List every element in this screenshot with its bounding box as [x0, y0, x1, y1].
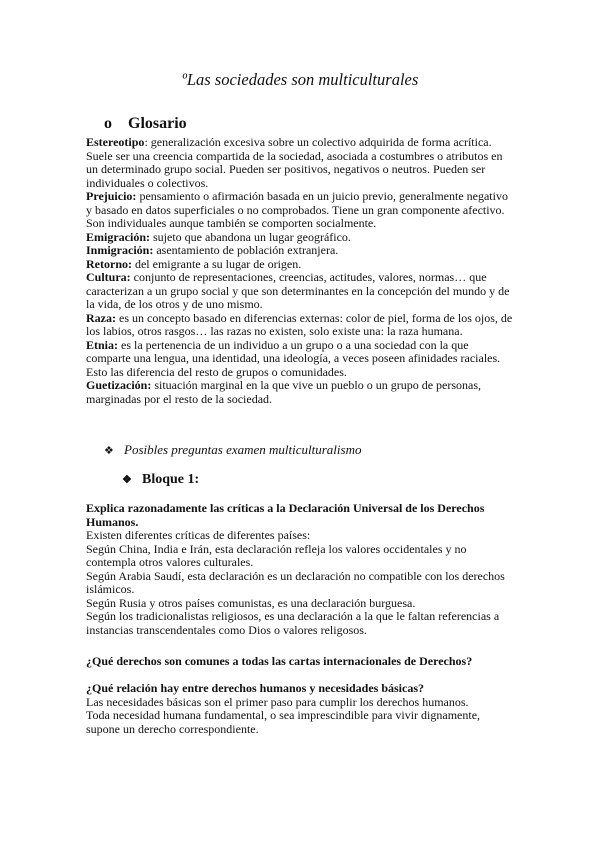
- glossary-term: Prejuicio:: [86, 189, 137, 203]
- glossary-term: Inmigración:: [86, 243, 154, 257]
- question-3: [86, 682, 516, 736]
- glossary-term: Raza:: [86, 310, 116, 325]
- glossary-term: Estereotipo: [86, 135, 145, 149]
- exam-questions-heading: [104, 442, 361, 458]
- glossary-entry: [86, 379, 516, 406]
- glossary-definition: situación marginal en la que vive un pueblo o un grupo de personas, marginadas por el resto de la sociedad.: [86, 378, 482, 406]
- glossary-term: Guetización:: [86, 378, 152, 392]
- glossary-definition: es la pertenencia de un individuo a un grupo o a una sociedad con la que comparte una lengua, una identidad, una ideología, a veces poseen afinidades raciales. Esto las diferencia del resto de grupos o comunidades.: [86, 337, 501, 379]
- question-3-text: ¿Qué relación hay entre derechos humanos y necesidades básicas?: [86, 681, 425, 695]
- glossary-definition: pensamiento o afirmación basada en un juicio previo, generalmente negativo y basado en datos superficiales o no comprobados. Tiene un gran componente afectivo. Son individuales aunque también se comporten socialmente.: [86, 189, 508, 230]
- glossary-entry: [86, 258, 516, 272]
- glossary-entry: [86, 136, 516, 190]
- answer-line: Las necesidades básicas son el primer paso para cumplir los derechos humanos.: [86, 694, 469, 709]
- glossary-definition: sujeto que abandona un lugar geográfico.: [153, 229, 351, 244]
- question-1-text: Explica razonadamente las críticas a la Declaración Universal de los Derechos Humanos.: [86, 501, 485, 529]
- question-2: [86, 655, 516, 669]
- glossary-definition: asentamiento de población extranjera.: [156, 243, 339, 257]
- answer-line: Según China, India e Irán, esta declaración refleja los valores occidentales y no contempla otros valores culturales.: [86, 541, 467, 569]
- diamond-bullet-icon: ❖: [122, 474, 132, 486]
- answer-line: Según Rusia y otros países comunistas, es una declaración burguesa.: [86, 595, 416, 610]
- glossary-entry: [86, 312, 516, 339]
- list-marker: o: [104, 115, 112, 132]
- glossary-term: Emigración:: [86, 229, 150, 244]
- glossary-definition: generalización excesiva sobre un colectivo adquirida de forma acrítica. Suele ser una creencia compartida de la sociedad, asociada a costumbres o atributos en un determinado grupo social. Pueden ser positivos, negativos o neutros. Pueden ser individuales o colectivos.: [86, 135, 503, 190]
- question-2-text: ¿Qué derechos son comunes a todas las cartas internacionales de Derechos?: [86, 654, 473, 668]
- glossary-entry: [86, 339, 516, 380]
- block-heading-text: Bloque 1:: [142, 472, 200, 487]
- glossary-list: [86, 136, 516, 406]
- question-1: [86, 502, 516, 637]
- glossary-definition: conjunto de representaciones, creencias, actitudes, valores, normas… que caracterizan a un grupo social y que son determinantes en la concepción del mundo y de la vida, de los otros y de uno mismo.: [86, 270, 510, 311]
- glossary-definition: del emigrante a su lugar de origen.: [134, 256, 302, 271]
- glossary-term: Cultura:: [86, 270, 131, 284]
- glossary-definition: es un concepto basado en diferencias externas: color de piel, forma de los ojos, de los labios, otros rasgos… las razas no existen, solo existe una: la raza humana.: [86, 310, 513, 338]
- answer-line: Toda necesidad humana fundamental, o sea imprescindible para vivir dignamente, supone un derecho correspondiente.: [86, 708, 481, 736]
- answer-line: Según Arabia Saudí, esta declaración es un declaración no compatible con los derechos islámicos.: [86, 568, 505, 596]
- glossary-term: Retorno:: [86, 256, 132, 271]
- glossary-heading-text: Glosario: [128, 115, 187, 132]
- glossary-heading: [104, 115, 187, 133]
- exam-questions-heading-text: Posibles preguntas examen multiculturalismo: [124, 442, 362, 457]
- answer-line: Existen diferentes críticas de diferentes países:: [86, 528, 311, 542]
- glossary-term: Etnia:: [86, 337, 119, 352]
- diamond-bullet-icon: ❖: [104, 445, 114, 457]
- glossary-entry: [86, 190, 516, 231]
- answer-line: Según los tradicionalistas religiosos, es una declaración a la que le faltan referencias a instancias transcendentales como Dios o valores religosos.: [86, 609, 500, 637]
- glossary-entry: [86, 244, 516, 258]
- glossary-entry: [86, 271, 516, 312]
- term-separator: :: [144, 135, 151, 149]
- block-heading: [122, 472, 199, 488]
- glossary-entry: [86, 231, 516, 245]
- document-title: ºLas sociedades son multiculturales: [181, 70, 419, 89]
